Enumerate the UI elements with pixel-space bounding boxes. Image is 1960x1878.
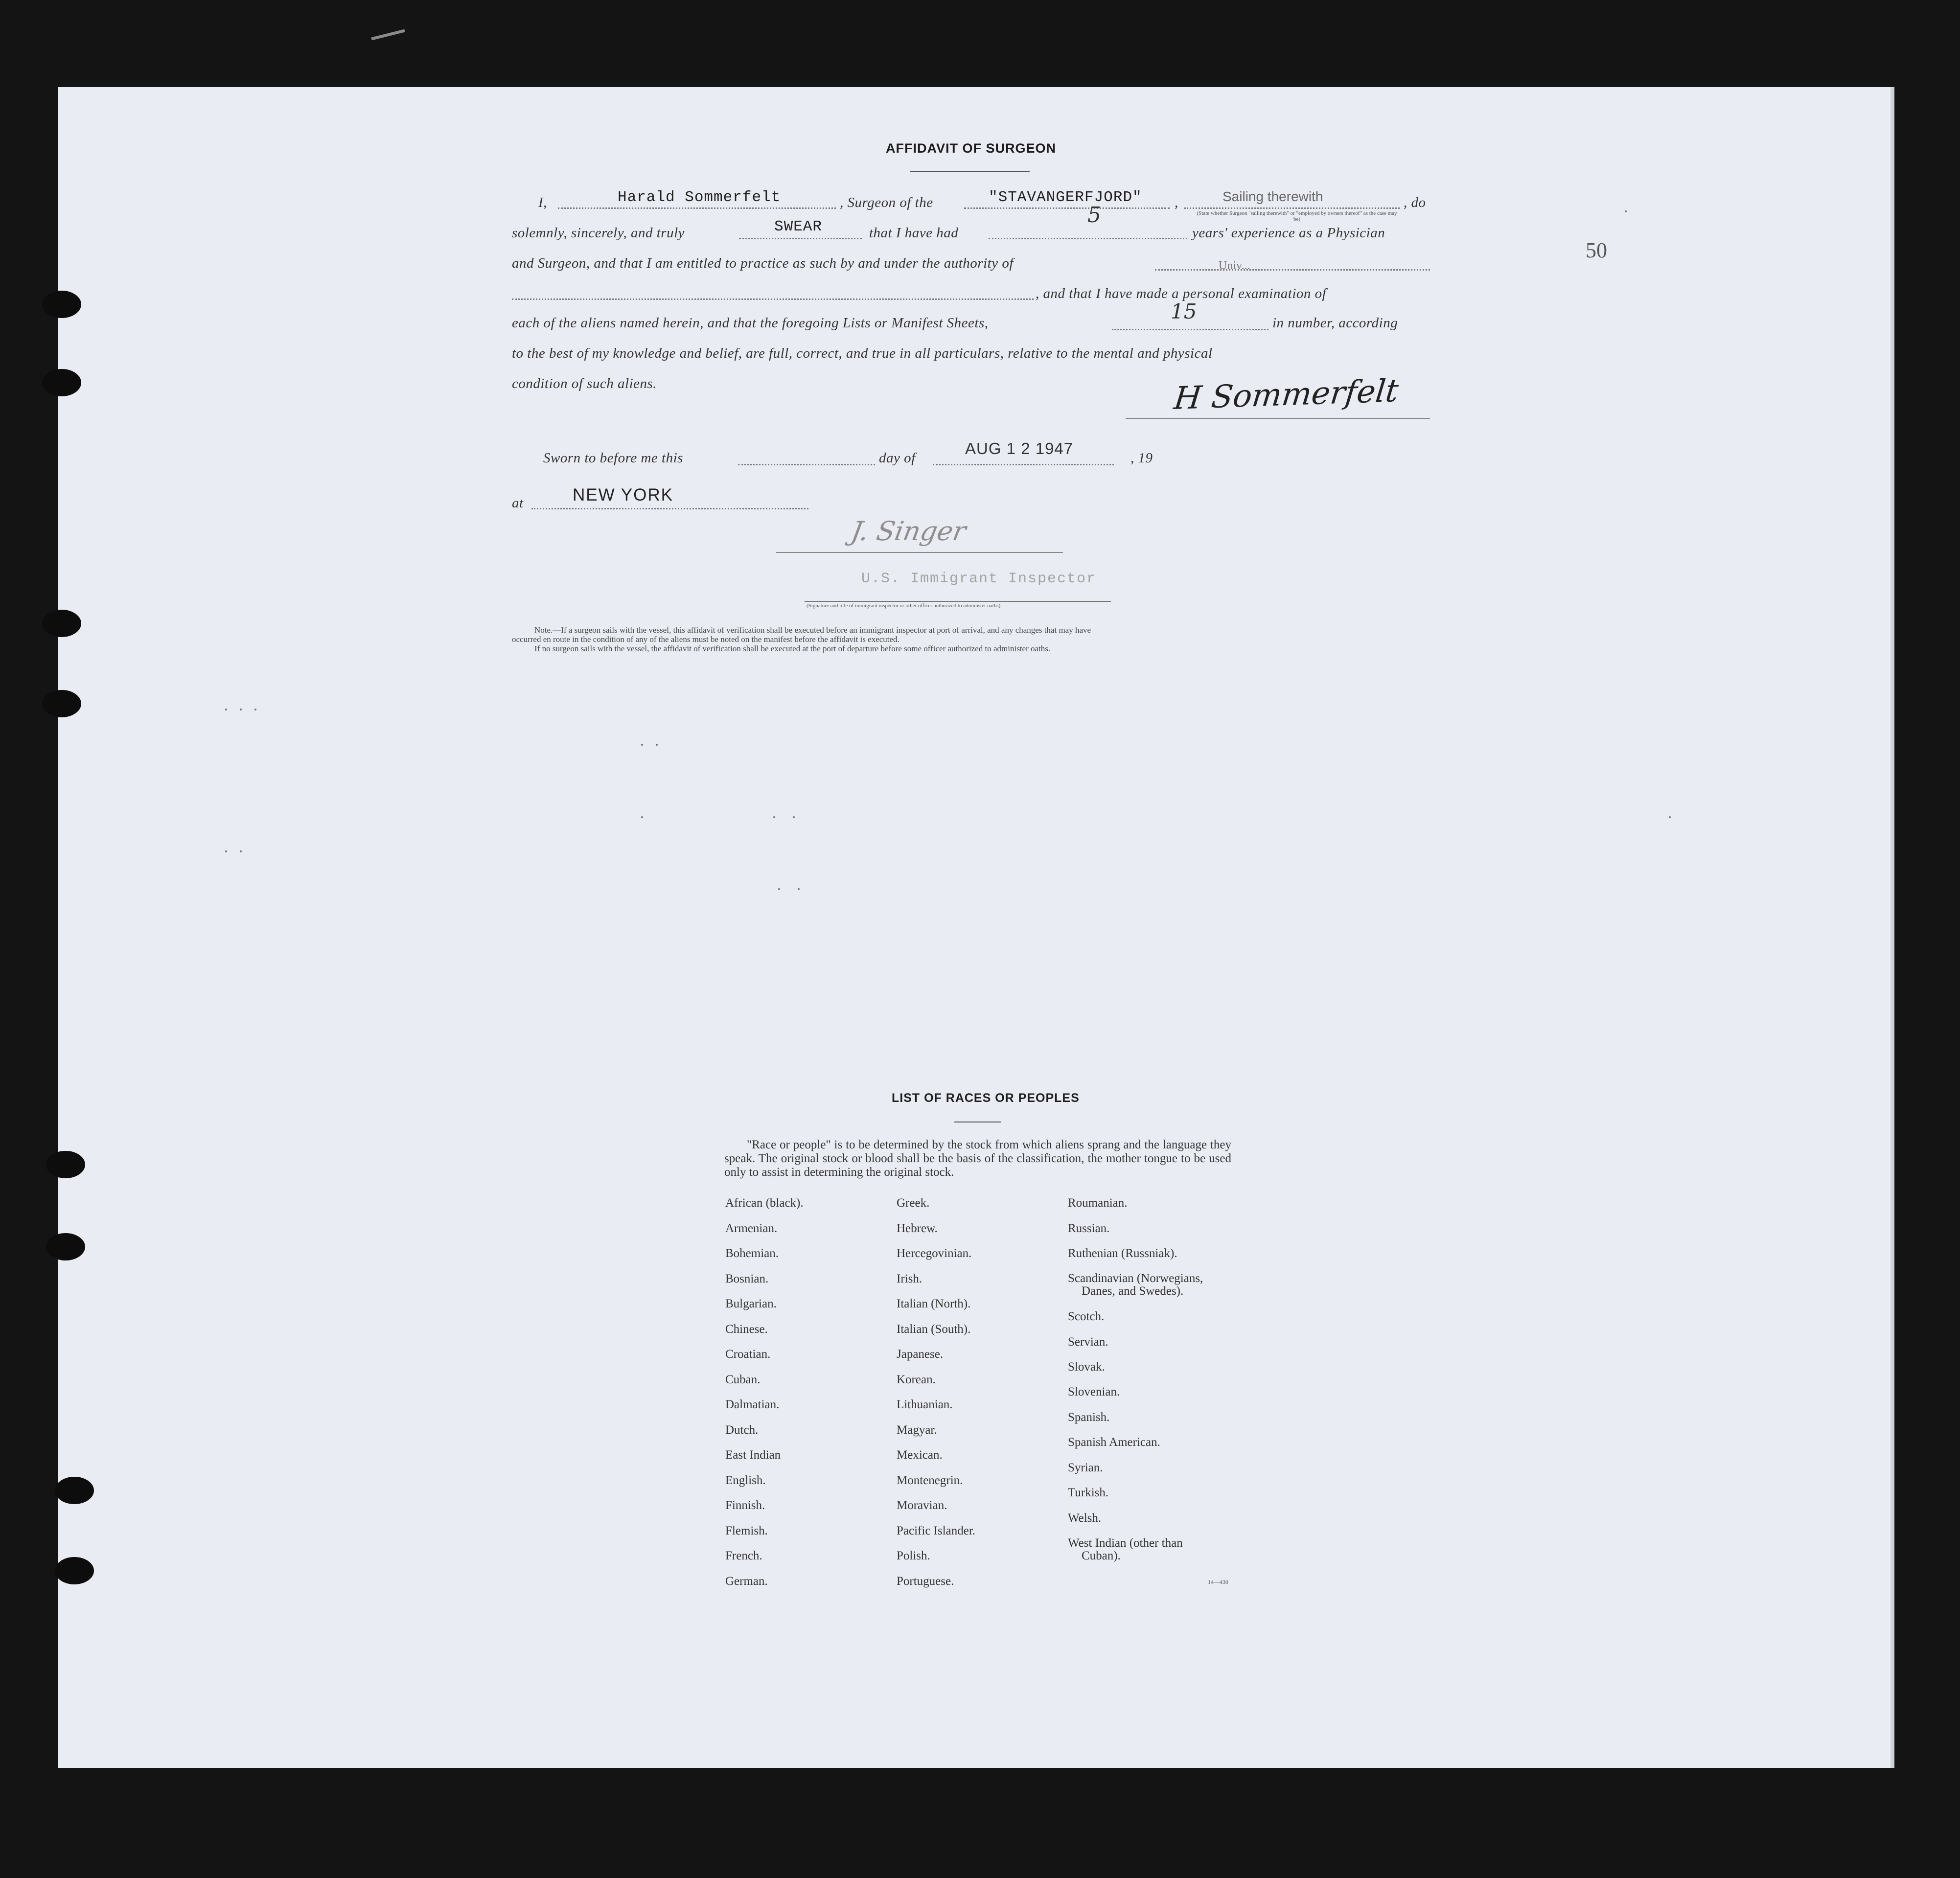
line1-do: , do	[1404, 195, 1426, 210]
place-field	[531, 508, 808, 509]
line5-text2: in number, according	[1272, 315, 1398, 331]
race-item: Flemish.	[725, 1524, 768, 1537]
binder-hole	[42, 690, 81, 717]
race-item: Turkish.	[1068, 1486, 1109, 1499]
scan-speck	[656, 744, 658, 746]
authority-field-continued	[512, 298, 1034, 300]
race-item: Greek.	[897, 1196, 930, 1210]
race-item: Hebrew.	[897, 1222, 938, 1235]
status-field	[1184, 207, 1400, 209]
race-item: West Indian (other than	[1068, 1536, 1183, 1550]
race-item: Japanese.	[897, 1348, 944, 1361]
oath: SWEAR	[774, 218, 823, 235]
vessel-field	[964, 207, 1170, 209]
sworn-text2: day of	[879, 450, 916, 466]
sheet-count: 15	[1171, 299, 1197, 323]
surgeon-status: Sailing therewith	[1222, 189, 1323, 204]
authority-field	[1155, 269, 1430, 271]
note-line-3: If no surgeon sails with the vessel, the affidavit of verification shall be executed at the port of departure before some officer authorized to administer oaths.	[534, 644, 1051, 653]
sworn-text3: , 19	[1130, 450, 1153, 466]
scan-speck	[641, 744, 643, 746]
race-item: Armenian.	[725, 1222, 778, 1235]
race-item: Bulgarian.	[725, 1297, 777, 1310]
surgeon-signature: H Sommerfelt	[1172, 373, 1401, 417]
race-item: Hercegovinian.	[897, 1247, 972, 1260]
scan-speck	[254, 709, 256, 710]
signature-line	[1126, 418, 1430, 419]
date-field	[933, 464, 1114, 465]
inspector-title-line	[805, 601, 1111, 602]
race-item: Russian.	[1068, 1222, 1110, 1235]
scan-speck	[1625, 210, 1627, 212]
race-item: Moravian.	[897, 1499, 947, 1512]
affidavit-title: AFFIDAVIT OF SURGEON	[886, 141, 1056, 156]
race-item: Ruthenian (Russniak).	[1068, 1247, 1177, 1260]
line2-text3: years' experience as a Physician	[1192, 225, 1385, 241]
binder-hole	[42, 369, 81, 396]
date-stamp: AUG 1 2 1947	[965, 439, 1074, 458]
binder-hole	[46, 1233, 85, 1260]
manifest-page	[58, 87, 1894, 1768]
binder-hole	[55, 1477, 94, 1504]
race-item: Scandinavian (Norwegians,	[1068, 1272, 1203, 1285]
race-item: Spanish American.	[1068, 1436, 1160, 1449]
line2-text1: solemnly, sincerely, and truly	[512, 225, 685, 241]
race-item: Spanish.	[1068, 1411, 1110, 1424]
race-item: Cuban).	[1082, 1549, 1121, 1562]
race-item: Slovenian.	[1068, 1385, 1120, 1398]
race-item: Cuban.	[725, 1373, 761, 1386]
race-item: Syrian.	[1068, 1461, 1103, 1474]
race-item: Roumanian.	[1068, 1196, 1128, 1210]
binder-hole	[46, 1151, 85, 1178]
years-field	[989, 238, 1187, 239]
races-title: LIST OF RACES OR PEOPLES	[892, 1091, 1080, 1105]
race-item: Scotch.	[1068, 1310, 1105, 1323]
name-field	[558, 207, 836, 209]
race-item: East Indian	[725, 1448, 781, 1462]
race-item: Dalmatian.	[725, 1398, 780, 1411]
race-item: Finnish.	[725, 1499, 765, 1512]
scan-speck	[225, 709, 227, 710]
race-item: Italian (South).	[897, 1323, 971, 1336]
race-item: Portuguese.	[897, 1575, 954, 1588]
authority: Univ...	[1219, 259, 1250, 272]
race-item: Montenegrin.	[897, 1474, 963, 1487]
line1-surgeon-of: , Surgeon of the	[840, 195, 933, 210]
scan-speck	[1669, 816, 1671, 818]
line3-text: and Surgeon, and that I am entitled to practice as such by and under the authority of	[512, 255, 1014, 271]
races-intro: "Race or people" is to be determined by the stock from which aliens sprang and the language they speak. The original stock or blood shall be the basis of the classification, the mother tongue to be used only to assist in determining the original stock.	[724, 1138, 1231, 1179]
race-item: French.	[725, 1549, 762, 1562]
scan-speck	[240, 709, 242, 710]
line2-text2: that I have had	[869, 225, 959, 241]
note-line-2: occurred en route in the condition of any of the aliens must be noted on the manifest before the affidavit is executed.	[512, 635, 899, 644]
race-item: Bohemian.	[725, 1247, 779, 1260]
race-item: African (black).	[725, 1196, 804, 1210]
title-rule	[910, 171, 1030, 172]
line4-text: , and that I have made a personal examination of	[1036, 286, 1327, 301]
inspector-title: U.S. Immigrant Inspector	[861, 571, 1097, 587]
line7-text: condition of such aliens.	[512, 376, 657, 391]
surgeon-name: Harald Sommerfelt	[618, 189, 781, 206]
race-item: Lithuanian.	[897, 1398, 953, 1411]
race-item: Welsh.	[1068, 1512, 1102, 1525]
binder-hole	[42, 291, 81, 318]
line1-i: I,	[538, 195, 547, 210]
sheets-field	[1112, 329, 1268, 330]
note-line-1: Note.—If a surgeon sails with the vessel, this affidavit of verification shall be executed before an immigrant inspector at port of arrival, and any changes that may have	[534, 625, 1091, 635]
line5-text1: each of the aliens named herein, and that the foregoing Lists or Manifest Sheets,	[512, 315, 989, 331]
race-item: German.	[725, 1575, 768, 1588]
scan-speck	[798, 888, 800, 890]
race-item: Bosnian.	[725, 1272, 769, 1285]
line1-comma: ,	[1175, 195, 1178, 210]
scan-speck	[778, 888, 780, 890]
day-field	[738, 464, 875, 465]
inspector-caption: (Signature and title of immigrant inspector or other officer authorized to administer oaths)	[807, 603, 1001, 609]
binder-hole	[55, 1557, 94, 1584]
form-number: 14—430	[1208, 1579, 1228, 1585]
vessel-name: "STAVANGERFJORD"	[989, 189, 1142, 206]
race-item: Slovak.	[1068, 1360, 1105, 1374]
race-item: Servian.	[1068, 1335, 1108, 1349]
inspector-signature-line	[776, 552, 1063, 553]
status-note: (State whether Surgeon "sailing therewith" or "employed by owners thereof" as the case may be)	[1197, 210, 1397, 222]
affidavit-note	[512, 625, 1432, 653]
race-item: Italian (North).	[897, 1297, 971, 1310]
line6-text: to the best of my knowledge and belief, are full, correct, and true in all particulars, relative to the mental and physical	[512, 345, 1213, 361]
at-label: at	[512, 495, 524, 511]
race-item: Chinese.	[725, 1323, 768, 1336]
sworn-place: NEW YORK	[573, 485, 673, 504]
years-experience: 5	[1087, 203, 1101, 228]
race-item: Irish.	[897, 1272, 922, 1285]
scan-mark	[371, 29, 405, 41]
binder-hole	[42, 610, 81, 637]
race-item: Polish.	[897, 1549, 930, 1562]
race-item: Mexican.	[897, 1448, 943, 1462]
scan-speck	[240, 850, 242, 852]
sworn-text1: Sworn to before me this	[543, 450, 683, 466]
page-number: 50	[1586, 238, 1607, 262]
scan-speck	[225, 850, 227, 852]
race-item: Danes, and Swedes).	[1082, 1284, 1184, 1298]
scan-speck	[793, 816, 795, 818]
race-item: Magyar.	[897, 1423, 937, 1437]
race-item: Pacific Islander.	[897, 1524, 976, 1537]
race-item: English.	[725, 1474, 766, 1487]
scan-speck	[641, 816, 643, 818]
scan-speck	[773, 816, 775, 818]
inspector-signature: J. Singer	[849, 516, 968, 547]
race-item: Croatian.	[725, 1348, 771, 1361]
race-item: Dutch.	[725, 1423, 759, 1437]
race-item: Korean.	[897, 1373, 936, 1386]
oath-field	[739, 238, 862, 239]
